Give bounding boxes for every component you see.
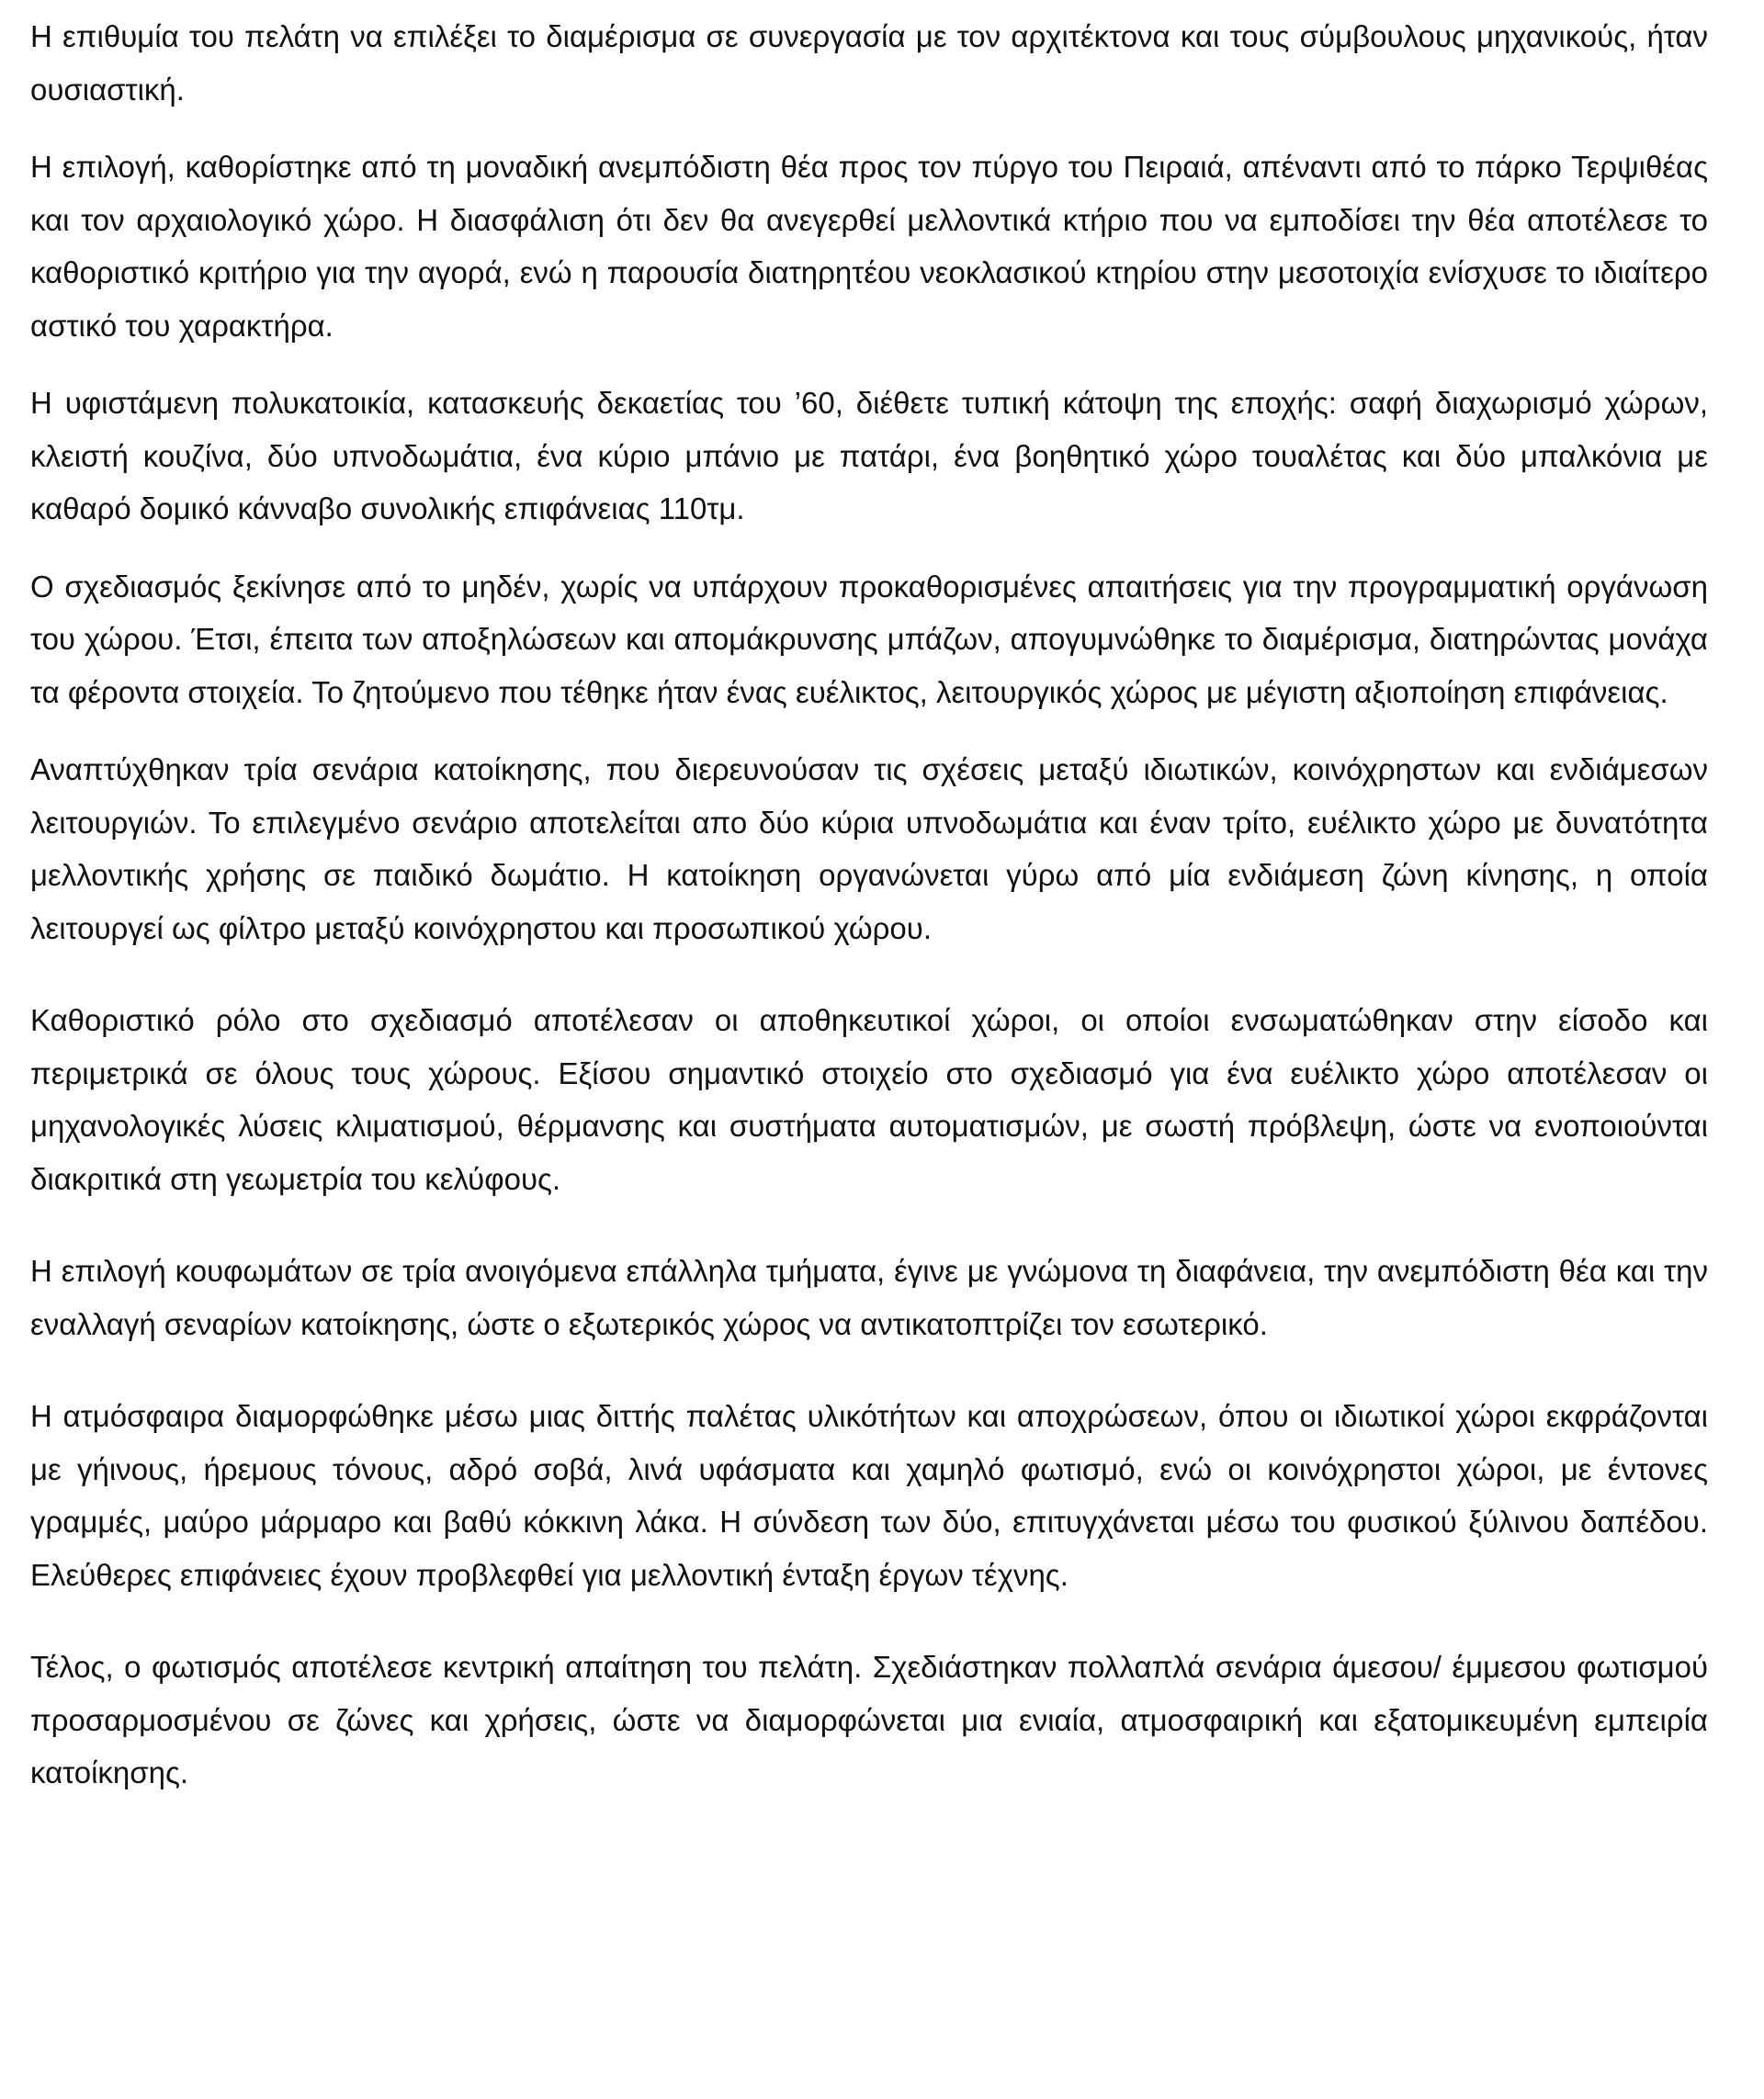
document-body [30, 10, 1708, 1800]
paragraph-living-scenarios: Αναπτύχθηκαν τρία σενάρια κατοίκησης, που διερευνούσαν τις σχέσεις μεταξύ ιδιωτικών, κοινόχρηστων και ενδιάμεσων λειτουργιών. Το επιλεγμένο σενάριο αποτελείται απο δύο κύρια υπνοδωμάτια και έναν τρίτο, ευέλικτο χώρο με δυνατότητα μελλοντικής χρήσης σε παιδικό δωμάτιο. Η κατοίκηση οργανώνεται γύρω από μία ενδιάμεση ζώνη κίνησης, η οποία λειτουργεί ως φίλτρο μεταξύ κοινόχρηστου και προσωπικού χώρου. [30, 752, 1708, 945]
paragraph-selection-view: Η επιλογή, καθορίστηκε από τη μοναδική ανεμπόδιστη θέα προς τον πύργο του Πειραιά, απέναντι από το πάρκο Τερψιθέας και τον αρχαιολογικό χώρο. Η διασφάλιση ότι δεν θα ανεγερθεί μελλοντικά κτήριο που να εμποδίσει την θέα αποτέλεσε το καθοριστικό κριτήριο για την αγορά, ενώ η παρουσία διατηρητέου νεοκλασικού κτηρίου στην μεσοτοιχία ενίσχυσε το ιδιαίτερο αστικό του χαρακτήρα. [30, 150, 1708, 343]
paragraph-storage-mechanical: Καθοριστικό ρόλο στο σχεδιασμό αποτέλεσαν οι αποθηκευτικοί χώροι, οι οποίοι ενσωματώθηκαν στην είσοδο και περιμετρικά σε όλους τους χώρους. Εξίσου σημαντικό στοιχείο στο σχεδιασμό για ένα ευέλικτο χώρο αποτέλεσαν οι μηχανολογικές λύσεις κλιματισμού, θέρμανσης και συστήματα αυτοματισμών, με σωστή πρόβλεψη, ώστε να ενοποιούνται διακριτικά στη γεωμετρία του κελύφους. [30, 1003, 1708, 1196]
paragraph-existing-building: Η υφιστάμενη πολυκατοικία, κατασκευής δεκαετίας του ’60, διέθετε τυπική κάτοψη της εποχής: σαφή διαχωρισμό χώρων, κλειστή κουζίνα, δύο υπνοδωμάτια, ένα κύριο μπάνιο με πατάρι, ένα βοηθητικό χώρο τουαλέτας και δύο μπαλκόνια με καθαρό δομικό κάνναβο συνολικής επιφάνειας 110τμ. [30, 386, 1708, 525]
paragraph-atmosphere-materials: Η ατμόσφαιρα διαμορφώθηκε μέσω μιας διττής παλέτας υλικότήτων και αποχρώσεων, όπου οι ιδιωτικοί χώροι εκφράζονται με γήινους, ήρεμους τόνους, αδρό σοβά, λινά υφάσματα και χαμηλό φωτισμό, ενώ οι κοινόχρηστοι χώροι, με έντονες γραμμές, μαύρο μάρμαρο και βαθύ κόκκινη λάκα. Η σύνδεση των δύο, επιτυγχάνεται μέσω του φυσικού ξύλινου δαπέδου. Ελεύθερες επιφάνειες έχουν προβλεφθεί για μελλοντική ένταξη έργων τέχνης. [30, 1399, 1708, 1592]
paragraph-client-wish: Η επιθυμία του πελάτη να επιλέξει το διαμέρισμα σε συνεργασία με τον αρχιτέκτονα και τους σύμβουλους μηχανικούς, ήταν ουσιαστική. [30, 19, 1708, 107]
paragraph-lighting: Τέλος, ο φωτισμός αποτέλεσε κεντρική απαίτηση του πελάτη. Σχεδιάστηκαν πολλαπλά σενάρια άμεσου/ έμμεσου φωτισμού προσαρμοσμένου σε ζώνες και χρήσεις, ώστε να διαμορφώνεται μια ενιαία, ατμοσφαιρική και εξατομικευμένη εμπειρία κατοίκησης. [30, 1650, 1708, 1789]
paragraph-window-frames: Η επιλογή κουφωμάτων σε τρία ανοιγόμενα επάλληλα τμήματα, έγινε με γνώμονα τη διαφάνεια, την ανεμπόδιστη θέα και την εναλλαγή σεναρίων κατοίκησης, ώστε ο εξωτερικός χώρος να αντικατοπτρίζει τον εσωτερικό. [30, 1254, 1708, 1341]
paragraph-design-start: Ο σχεδιασμός ξεκίνησε από το μηδέν, χωρίς να υπάρχουν προκαθορισμένες απαιτήσεις για την προγραμματική οργάνωση του χώρου. Έτσι, έπειτα των αποξηλώσεων και απομάκρυνσης μπάζων, απογυμνώθηκε το διαμέρισμα, διατηρώντας μονάχα τα φέροντα στοιχεία. Το ζητούμενο που τέθηκε ήταν ένας ευέλικτος, λειτουργικός χώρος με μέγιστη αξιοποίηση επιφάνειας. [30, 569, 1708, 709]
